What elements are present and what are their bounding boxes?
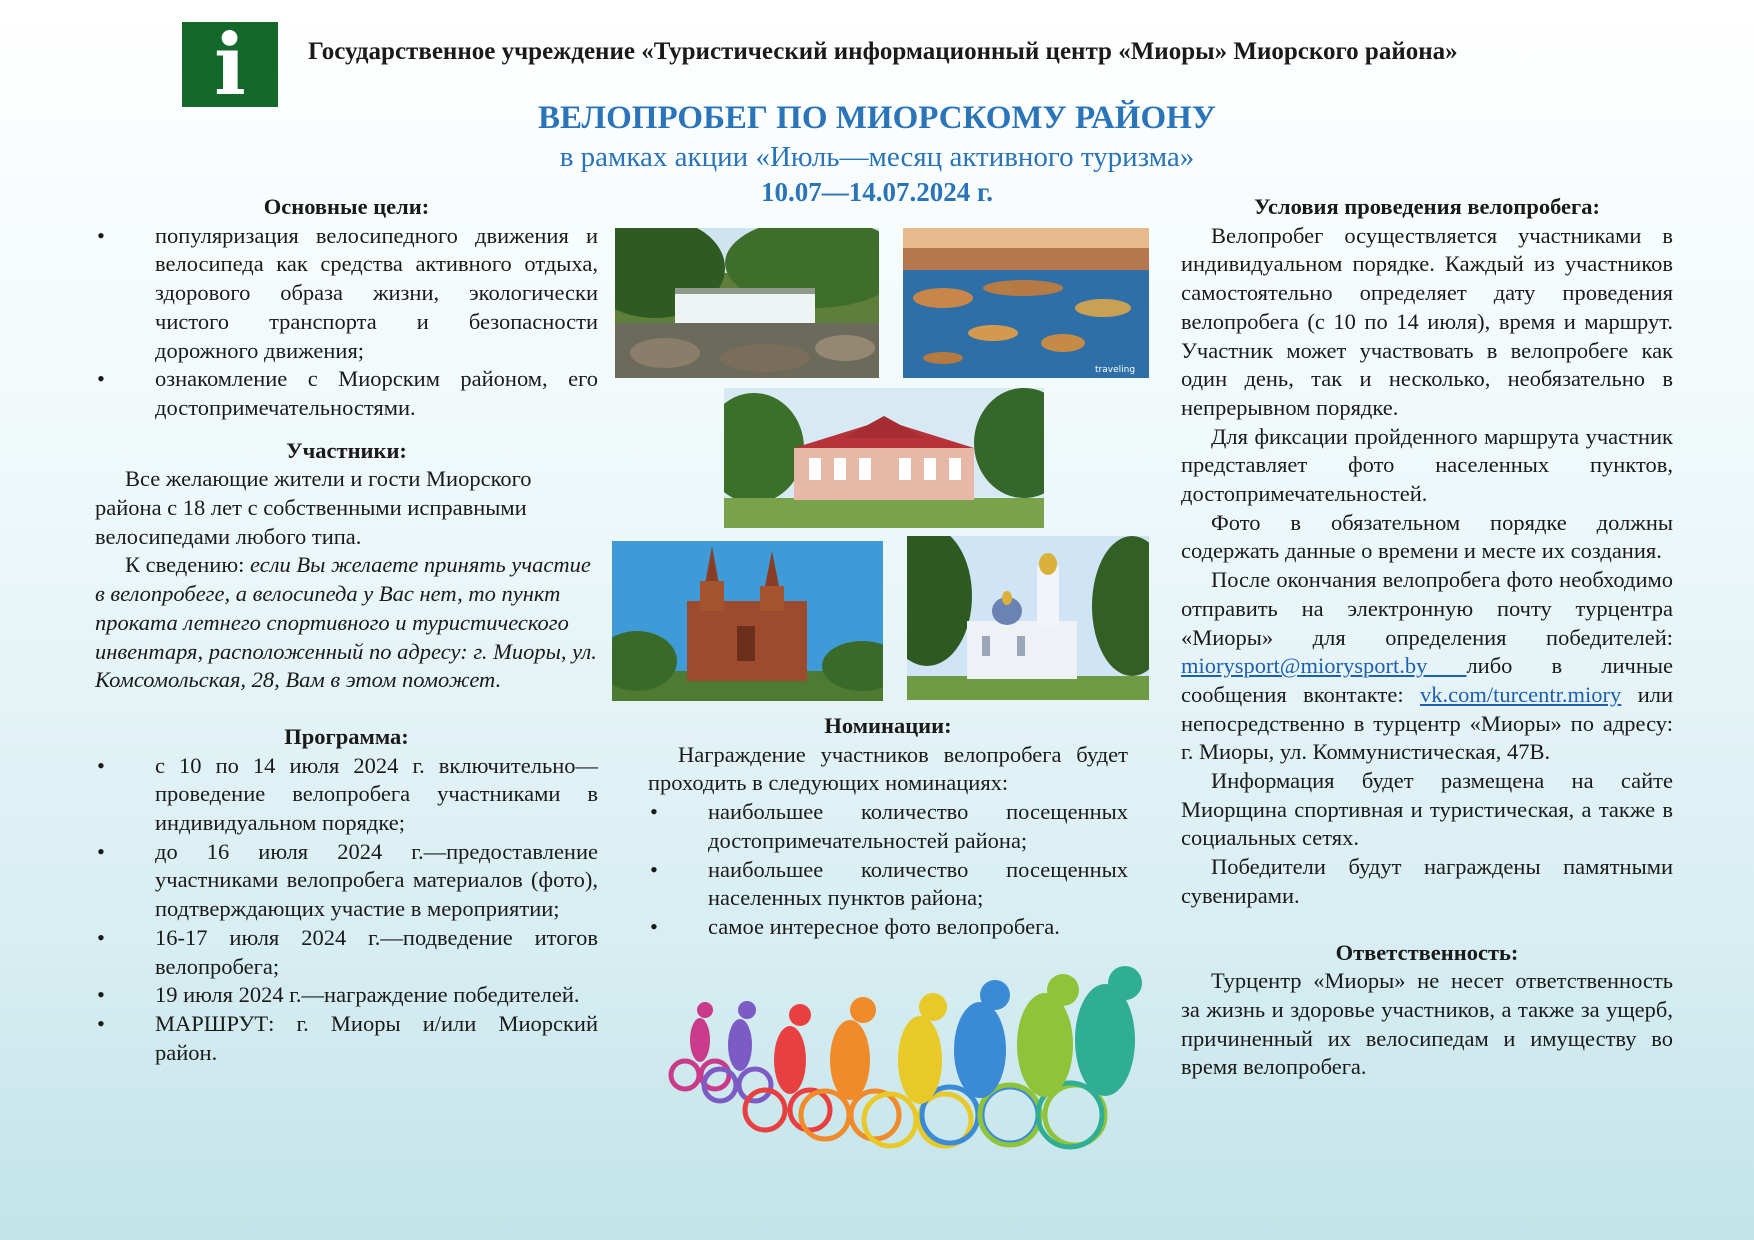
nominations-intro: Награждение участников велопробега будет проходить в следующих номинациях: [648,741,1128,796]
participants-text: Все желающие жители и гости Миорского района с 18 лет с собственными исправными велосипедами любого типа. [95,466,532,549]
conditions-p4-b: либо в личные сообщения вконтакте: [1181,653,1673,707]
list-item: • ознакомление с Миорским районом, его достопримечательностями. [95,365,598,422]
program-section [95,723,598,1067]
conditions-p4-c: или непосредственно в турцентр «Миоры» по адресу: г. Миоры, ул. Коммунистическая, 47В. [1181,681,1674,765]
participants-heading: Участники: [286,437,407,463]
waterfall-photo [615,228,879,378]
list-item: • до 16 июля 2024 г.—предоставление участниками велопробега материалов (фото), подтверждающих участие в мероприятии; [95,838,598,924]
right-column [1181,193,1673,1082]
photo-watermark: traveling [1095,365,1136,375]
email-link[interactable]: miorysport@miorysport.by [1181,653,1467,679]
responsibility-section [1181,939,1673,1083]
nominations-list [648,798,1128,942]
conditions-p4 [1181,566,1673,767]
conditions-p5: Информация будет размещена на сайте Миорщина спортивная и туристическая, а также в социальных сетях. [1181,768,1673,851]
nominations-section [648,712,1128,942]
cyclists-illustration [665,965,1145,1160]
responsibility-heading: Ответственность: [1335,939,1519,965]
program-list [95,752,598,1068]
goals-heading: Основные цели: [263,194,430,219]
list-item: • 19 июля 2024 г.—награждение победителей. [95,981,598,1010]
list-item: • наибольшее количество посещенных населенных пунктов района; [648,856,1128,913]
page-title: ВЕЛОПРОБЕГ ПО МИОРСКОМУ РАЙОНУ [537,100,1217,136]
vk-link[interactable]: vk.com/turcentr.miory [1420,681,1622,707]
conditions-p3: Фото в обязательном порядке должны содержать данные о времени и месте их создания. [1181,509,1673,564]
manor-house-photo [724,388,1044,528]
note-label: К сведению: [125,552,251,578]
list-item: • с 10 по 14 июля 2024 г. включительно—проведение велопробега участниками в индивидуальном порядке; [95,752,598,838]
page-subtitle: в рамках акции «Июль—месяц активного туризма» [559,141,1195,173]
list-item: • МАРШРУТ: г. Миоры и/или Миорский район. [95,1010,598,1067]
program-heading: Программа: [284,723,409,749]
note-text: если Вы желаете принять участие в велопробеге, а велосипеда у Вас нет, то пункт проката летнего спортивного и туристического инвентаря, расположенный по адресу: г. Миоры, ул. Комсомольская, 28, Вам в этом поможет. [95,552,597,693]
conditions-p6: Победители будут награждены памятными сувенирами. [1181,854,1673,908]
event-dates: 10.07—14.07.2024 г. [761,177,993,207]
goals-list [95,222,598,423]
left-column [95,193,598,1067]
list-item: • популяризация велосипедного движения и велосипеда как средства активного отдыха, здорового образа жизни, экологически чистого транспорта и безопасности дорожного движения; [95,222,598,366]
conditions-heading: Условия проведения велопробега: [1253,194,1601,219]
nominations-heading: Номинации: [824,713,952,738]
lakes-photo [903,228,1149,378]
info-logo: i [182,22,278,107]
list-item: • наибольшее количество посещенных достопримечательностей района; [648,798,1128,855]
orthodox-church-photo [907,536,1149,700]
goals-section [95,193,598,423]
organization-name: Государственное учреждение «Туристический информационный центр «Миоры» Миорского района» [308,38,1458,65]
list-item: • самое интересное фото велопробега. [648,913,1128,942]
conditions-p1: Велопробег осуществляется участниками в индивидуальном порядке. Каждый из участников самостоятельно определяет дату проведения велопробега (с 10 по 14 июля), время и маршрут. Участник может участвовать в велопробеге как один день, так и несколько, необязательно в непрерывном порядке. [1181,222,1673,420]
participants-note [95,551,598,695]
conditions-p2: Для фиксации пройденного маршрута участник представляет фото населенных пунктов, достопримечательностей. [1181,423,1673,507]
responsibility-text: Турцентр «Миоры» не несет ответственность за жизнь и здоровье участников, а также за ущерб, причиненный их велосипедам и имуществу во время велопробега. [1181,968,1673,1080]
participants-section [95,437,598,695]
church-photo [612,541,883,701]
conditions-p4-a: После окончания велопробега фото необходимо отправить на электронную почту турцентра «Миоры» для определения победителей: [1181,567,1673,650]
list-item: • 16-17 июля 2024 г.—подведение итогов велопробега; [95,924,598,981]
